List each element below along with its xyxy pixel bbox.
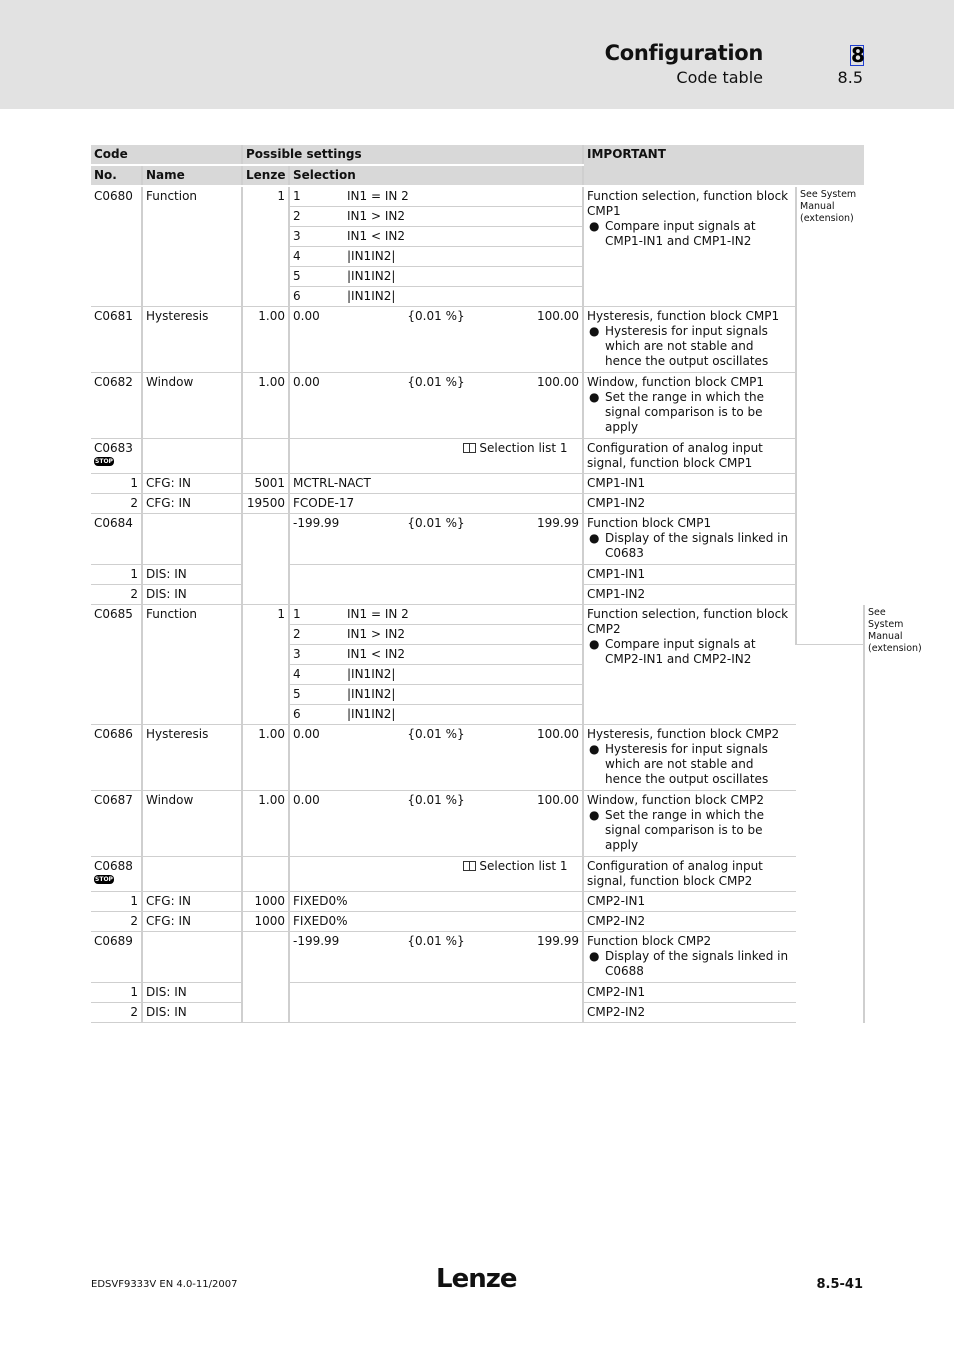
code-cell: C0687 (91, 791, 142, 857)
code-cell: C0684 (91, 514, 142, 565)
option-cell: 6 |IN1IN2| (289, 705, 583, 725)
name-cell: Window (142, 791, 242, 857)
sub-no-cell: 2 (91, 585, 142, 605)
lenze-cell: 1000 (242, 912, 289, 932)
table-row (91, 565, 864, 585)
table-row (91, 494, 864, 514)
code-cell: C0686 (91, 725, 142, 791)
code-cell: C0681 (91, 307, 142, 373)
lenze-cell: 5001 (242, 474, 289, 494)
table-row (91, 932, 864, 983)
stop-icon: STOP (95, 458, 113, 465)
lenze-cell: 1000 (242, 892, 289, 912)
header-no: No. (91, 165, 142, 186)
important-cell: CMP1-IN2 (583, 585, 796, 605)
selection-list-cell: Selection list 1 (289, 857, 583, 892)
important-cell: CMP1-IN1 (583, 565, 796, 585)
important-cell: Function block CMP2 ● Display of the signals linked in C0688 (583, 932, 796, 983)
code-table (91, 145, 922, 1023)
option-cell: 4 |IN1IN2| (289, 665, 583, 685)
lenze-logo: Lenze (436, 1264, 517, 1294)
code-cell: C0682 (91, 373, 142, 439)
sub-no-cell: 1 (91, 474, 142, 494)
code-cell: C0683 STOP (91, 439, 142, 474)
important-cell: Window, function block CMP1 ● Set the range in which the signal comparison is to be apply (583, 373, 796, 439)
option-cell: 5 |IN1IN2| (289, 685, 583, 705)
lenze-cell (242, 514, 289, 605)
table-row (91, 725, 864, 791)
option-cell: 5 |IN1IN2| (289, 267, 583, 287)
important-cell: Hysteresis, function block CMP1 ● Hysteresis for input signals which are not stable and hence the output oscillates (583, 307, 796, 373)
header-band (0, 0, 954, 109)
table-row (91, 307, 864, 373)
important-cell: Window, function block CMP2 ● Set the range in which the signal comparison is to be apply (583, 791, 796, 857)
important-cell: CMP1-IN1 (583, 474, 796, 494)
table-row (91, 791, 864, 857)
lenze-cell: 1.00 (242, 373, 289, 439)
lenze-cell: 1 (242, 605, 289, 725)
range-cell: 0.00 {0.01 %} 100.00 (289, 725, 583, 791)
code-cell: C0680 (91, 186, 142, 307)
name-cell: Hysteresis (142, 307, 242, 373)
header-code: Code (91, 145, 242, 165)
table-row (91, 186, 864, 207)
table-row (91, 892, 864, 912)
important-cell: CMP2-IN1 (583, 983, 796, 1003)
page-subtitle: Code table (676, 68, 763, 87)
name-cell (142, 857, 242, 892)
table-row (91, 983, 864, 1003)
chapter-number: 8 (851, 43, 865, 67)
name-cell: Function (142, 186, 242, 307)
lenze-cell: 19500 (242, 494, 289, 514)
lenze-cell (242, 932, 289, 1023)
stop-icon: STOP (95, 876, 113, 883)
important-cell: Function selection, function block CMP1 ● Compare input signals at CMP1-IN1 and CMP1-IN2 (583, 186, 796, 307)
name-cell: Hysteresis (142, 725, 242, 791)
important-cell: Function block CMP1 ● Display of the signals linked in C0683 (583, 514, 796, 565)
option-cell: 1 IN1 = IN 2 (289, 605, 583, 625)
range-cell: -199.99 {0.01 %} 199.99 (289, 932, 583, 983)
table-row (91, 373, 864, 439)
name-cell: CFG: IN (142, 474, 242, 494)
document-id: EDSVF9333V EN 4.0-11/2007 (91, 1279, 238, 1290)
header-selection: Selection (289, 165, 583, 186)
code-cell: C0688 STOP (91, 857, 142, 892)
sub-no-cell: 2 (91, 494, 142, 514)
important-cell: Configuration of analog input signal, function block CMP1 (583, 439, 796, 474)
important-cell: CMP1-IN2 (583, 494, 796, 514)
name-cell: Window (142, 373, 242, 439)
lenze-cell: 1.00 (242, 725, 289, 791)
option-cell: 4 |IN1IN2| (289, 247, 583, 267)
table-row (91, 912, 864, 932)
book-icon (463, 861, 476, 871)
range-cell: 0.00 {0.01 %} 100.00 (289, 307, 583, 373)
sub-no-cell: 1 (91, 565, 142, 585)
option-cell: 3 IN1 < IN2 (289, 645, 583, 665)
name-cell: DIS: IN (142, 1003, 242, 1023)
code-cell: C0689 (91, 932, 142, 983)
range-cell: 0.00 {0.01 %} 100.00 (289, 791, 583, 857)
option-cell: 3 IN1 < IN2 (289, 227, 583, 247)
selection-cell: MCTRL-NACT (289, 474, 583, 494)
sub-no-cell: 1 (91, 983, 142, 1003)
name-cell: CFG: IN (142, 892, 242, 912)
name-cell: DIS: IN (142, 565, 242, 585)
table-row (91, 474, 864, 494)
lenze-cell: 1 (242, 186, 289, 307)
code-cell: C0685 (91, 605, 142, 725)
lenze-cell: 1.00 (242, 791, 289, 857)
table-row: C0685 Function 1 1 IN1 = IN 2 Function selection, function block CMP2 ● Compare input signals at CMP2-IN1 and CMP2-IN2 See System Manual (extension) (91, 605, 864, 625)
important-cell: CMP2-IN1 (583, 892, 796, 912)
sub-no-cell: 2 (91, 912, 142, 932)
sub-no-cell: 2 (91, 1003, 142, 1023)
option-cell: 2 IN1 > IN2 (289, 625, 583, 645)
name-cell: DIS: IN (142, 983, 242, 1003)
name-cell: DIS: IN (142, 585, 242, 605)
table-header-1 (91, 145, 864, 165)
header-name: Name (142, 165, 242, 186)
header-important: IMPORTANT (583, 145, 864, 186)
important-cell: CMP2-IN2 (583, 912, 796, 932)
range-cell: 0.00 {0.01 %} 100.00 (289, 373, 583, 439)
selection-list-cell: Selection list 1 (289, 439, 583, 474)
name-cell (142, 514, 242, 565)
lenze-cell (242, 439, 289, 474)
sub-no-cell: 1 (91, 892, 142, 912)
range-cell: -199.99 {0.01 %} 199.99 (289, 514, 583, 565)
reference-note: See System Manual (extension) (796, 186, 864, 645)
header-possible-settings: Possible settings (242, 145, 583, 165)
lenze-cell (242, 857, 289, 892)
important-cell: Hysteresis, function block CMP2 ● Hysteresis for input signals which are not stable and hence the output oscillates (583, 725, 796, 791)
selection-cell: FIXED0% (289, 892, 583, 912)
header-lenze: Lenze (242, 165, 289, 186)
selection-cell (289, 565, 583, 605)
name-cell: Function (142, 605, 242, 725)
table-row (91, 514, 864, 565)
name-cell (142, 932, 242, 983)
selection-cell: FIXED0% (289, 912, 583, 932)
name-cell (142, 439, 242, 474)
name-cell: CFG: IN (142, 494, 242, 514)
important-cell: Function selection, function block CMP2 ● Compare input signals at CMP2-IN1 and CMP2-IN2 (583, 605, 796, 725)
important-cell: Configuration of analog input signal, function block CMP2 (583, 857, 796, 892)
option-cell: 2 IN1 > IN2 (289, 207, 583, 227)
selection-cell (289, 983, 583, 1023)
important-cell: CMP2-IN2 (583, 1003, 796, 1023)
option-cell: 1 IN1 = IN 2 (289, 186, 583, 207)
selection-cell: FCODE-17 (289, 494, 583, 514)
page-title: Configuration (604, 41, 763, 65)
book-icon (463, 443, 476, 453)
lenze-cell: 1.00 (242, 307, 289, 373)
option-cell: 6 |IN1IN2| (289, 287, 583, 307)
name-cell: CFG: IN (142, 912, 242, 932)
section-number: 8.5 (837, 68, 863, 87)
table-row (91, 857, 864, 892)
page-number: 8.5-41 (816, 1277, 863, 1292)
table-row (91, 439, 864, 474)
